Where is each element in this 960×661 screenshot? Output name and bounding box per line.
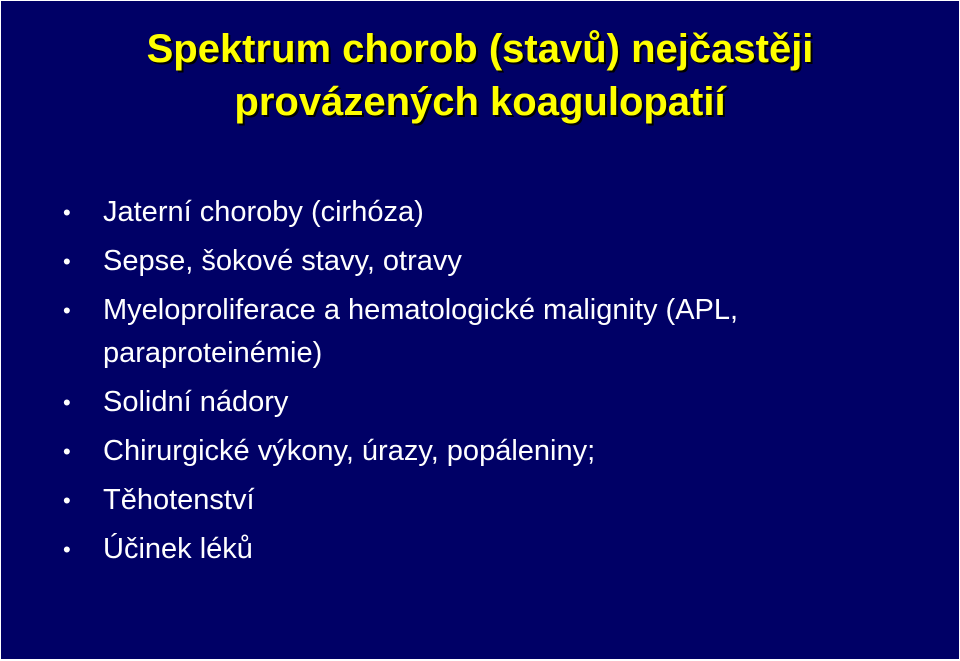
list-item-text: Solidní nádory	[103, 386, 289, 418]
slide	[1, 1, 959, 659]
list-item-text: Myeloproliferace a hematologické malignity (APL,	[103, 294, 739, 326]
list-item-text: Chirurgické výkony, úrazy, popáleniny;	[103, 435, 596, 467]
list-item-text-continuation: paraproteinémie)	[103, 337, 323, 369]
bullet-icon: •	[63, 488, 71, 513]
list-item-text: Účinek léků	[103, 533, 253, 565]
slide-title	[1, 23, 959, 129]
bullet-icon: •	[63, 249, 71, 274]
bullet-icon: •	[63, 200, 71, 225]
slide-title-line-1: Spektrum chorob (stavů) nejčastěji	[146, 27, 814, 71]
list-item-text: Těhotenství	[103, 484, 255, 516]
bullet-list	[63, 191, 943, 577]
slide-title-line-2: provázených koagulopatií	[234, 80, 726, 124]
bullet-icon: •	[63, 298, 71, 323]
list-item	[63, 479, 943, 522]
list-item	[63, 430, 943, 473]
list-item-text: Sepse, šokové stavy, otravy	[103, 245, 462, 277]
bullet-icon: •	[63, 537, 71, 562]
bullet-icon: •	[63, 390, 71, 415]
list-item-text: Jaterní choroby (cirhóza)	[103, 196, 424, 228]
list-item	[63, 240, 943, 283]
bullet-icon: •	[63, 439, 71, 464]
list-item	[63, 289, 943, 375]
list-item	[63, 528, 943, 571]
list-item	[63, 191, 943, 234]
list-item	[63, 381, 943, 424]
